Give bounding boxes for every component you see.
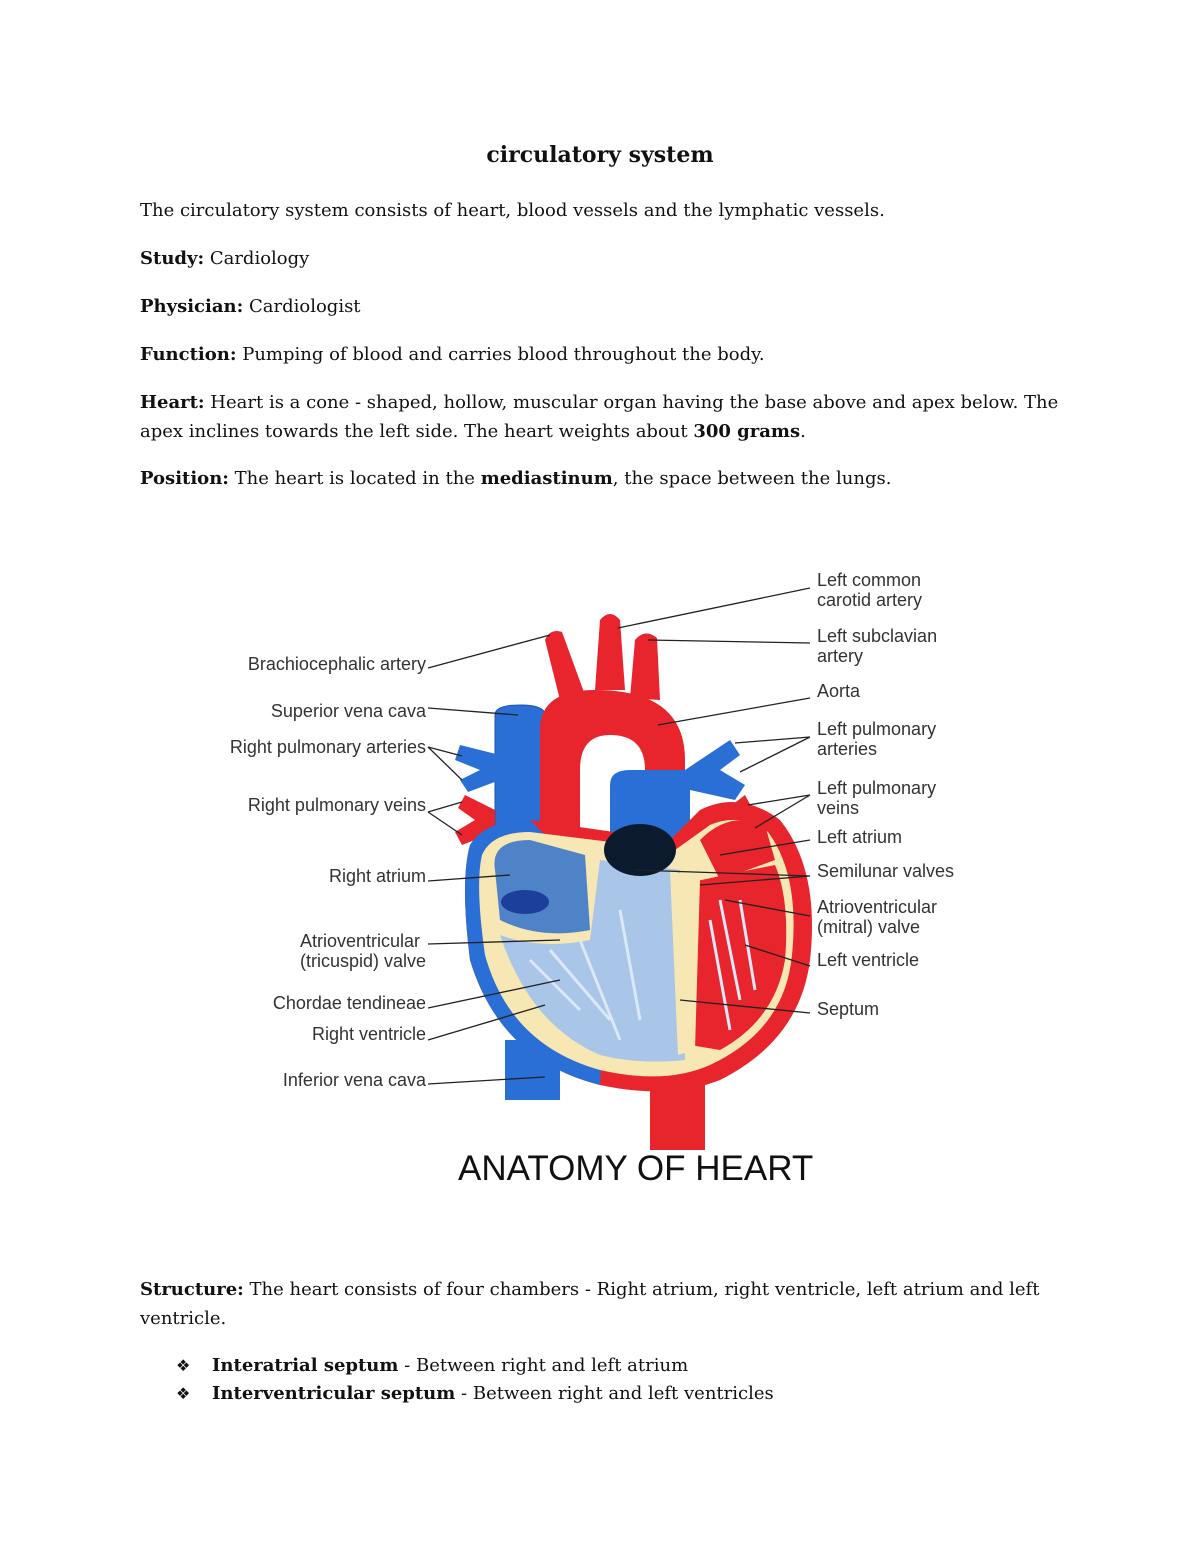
label-mitral-line1: Atrioventricular (817, 897, 938, 917)
label-left-atrium: Left atrium (817, 827, 903, 847)
carotid-vessel (595, 614, 625, 690)
figure-caption: ANATOMY OF HEART (458, 1149, 814, 1188)
label-aorta: Aorta (817, 681, 861, 701)
heart-paragraph (140, 388, 1065, 446)
heart-text: Heart is a cone - shaped, hollow, muscular organ having the base above and apex below. The apex inclines towards the left side. The heart weights about (140, 392, 1059, 442)
position-mediastinum: mediastinum (480, 468, 613, 489)
bullet-text: - Between right and left atrium (398, 1355, 689, 1376)
heart-anatomy-diagram (200, 540, 1000, 1210)
label-brachiocephalic-artery: Brachiocephalic artery (247, 654, 426, 674)
label-septum: Septum (817, 999, 880, 1019)
physician-paragraph (140, 292, 1065, 321)
label-superior-vena-cava: Superior vena cava (270, 701, 426, 721)
label-mitral-line2: (mitral) valve (817, 917, 921, 937)
position-paragraph (140, 464, 1065, 493)
function-label: Function: (140, 344, 237, 365)
physician-text: Cardiologist (243, 296, 361, 317)
label-inferior-vena-cava: Inferior vena cava (282, 1070, 426, 1090)
study-paragraph (140, 244, 1065, 273)
label-tricuspid-line1: Atrioventricular (299, 931, 420, 951)
label-left-pulmonary-veins-line1: Left pulmonary (817, 778, 937, 798)
label-left-common-carotid-line1: Left common (817, 570, 922, 590)
position-text-end: , the space between the lungs. (612, 468, 892, 489)
label-right-atrium: Right atrium (328, 866, 426, 886)
study-text: Cardiology (204, 248, 310, 269)
right-atrium-chamber (494, 840, 590, 933)
structure-label: Structure: (140, 1279, 244, 1300)
label-left-common-carotid-line2: carotid artery (817, 590, 923, 610)
page-title: circulatory system (486, 142, 714, 168)
diamond-bullet-icon: ❖ (176, 1356, 191, 1375)
heart-label: Heart: (140, 392, 205, 413)
superior-vena-cava (495, 705, 545, 840)
function-text: Pumping of blood and carries blood throughout the body. (236, 344, 765, 365)
bullet-term: Interventricular septum (212, 1383, 456, 1404)
structure-paragraph (140, 1275, 1065, 1333)
list-item (176, 1352, 774, 1380)
subclavian-vessel (630, 633, 660, 700)
list-item (176, 1380, 774, 1408)
brachiocephalic-vessel (545, 631, 585, 700)
label-chordae-tendineae: Chordae tendineae (272, 993, 426, 1013)
label-tricuspid-line2: (tricuspid) valve (299, 951, 426, 971)
position-label: Position: (140, 468, 229, 489)
semilunar-opening (604, 824, 676, 876)
position-text: The heart is located in the (228, 468, 481, 489)
heart-weight: 300 grams (693, 421, 801, 442)
bullet-text: - Between right and left ventricles (455, 1383, 774, 1404)
label-left-pulmonary-veins-line2: veins (817, 798, 860, 818)
label-right-pulmonary-veins: Right pulmonary veins (247, 795, 426, 815)
tricuspid-opening (501, 890, 549, 914)
septum-list (176, 1352, 774, 1408)
heart-text-end: . (800, 421, 806, 442)
label-semilunar-valves: Semilunar valves (817, 861, 955, 881)
label-left-ventricle: Left ventricle (817, 950, 920, 970)
label-left-subclavian-line2: artery (817, 646, 864, 666)
label-right-ventricle: Right ventricle (311, 1024, 426, 1044)
label-left-pulmonary-arteries-line1: Left pulmonary (817, 719, 937, 739)
label-left-pulmonary-arteries-line2: arteries (817, 739, 878, 759)
label-left-subclavian-line1: Left subclavian (817, 626, 938, 646)
intro-paragraph: The circulatory system consists of heart, blood vessels and the lymphatic vessels. (140, 200, 885, 221)
bullet-term: Interatrial septum (212, 1355, 399, 1376)
physician-label: Physician: (140, 296, 244, 317)
structure-text: The heart consists of four chambers - Right atrium, right ventricle, left atrium and left ventricle. (140, 1279, 1040, 1329)
function-paragraph (140, 340, 1065, 369)
right-pulmonary-artery-vessel (455, 745, 500, 792)
diamond-bullet-icon: ❖ (176, 1384, 191, 1403)
study-label: Study: (140, 248, 205, 269)
label-right-pulmonary-arteries: Right pulmonary arteries (229, 737, 426, 757)
